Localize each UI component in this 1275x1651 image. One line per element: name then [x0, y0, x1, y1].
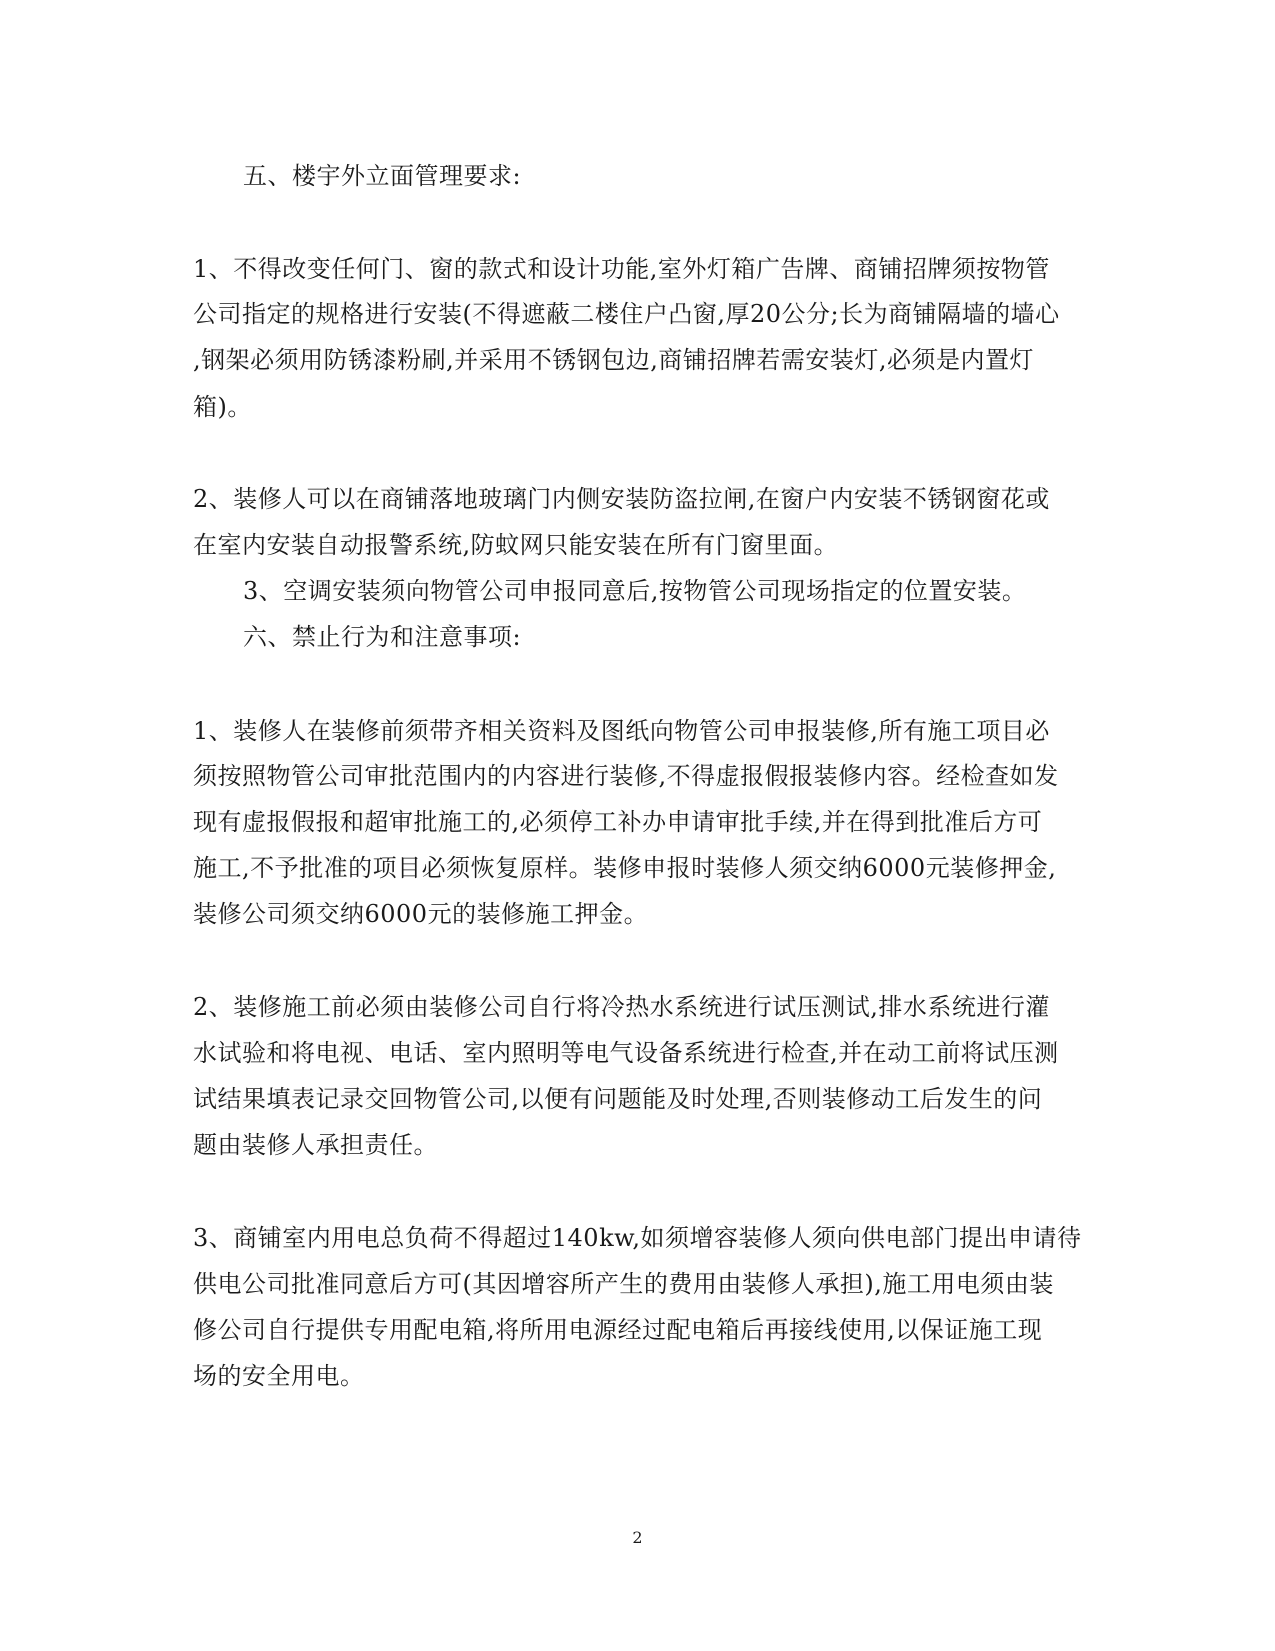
paragraph-line: 1、装修人在装修前须带齐相关资料及图纸向物管公司申报装修,所有施工项目必 [193, 717, 1050, 745]
paragraph-line: 供电公司批准同意后方可(其因增容所产生的费用由装修人承担),施工用电须由装 [193, 1270, 1054, 1298]
page-number: 2 [632, 1528, 643, 1547]
paragraph-line: 场的安全用电。 [193, 1362, 365, 1390]
paragraph-line: 施工,不予批准的项目必须恢复原样。装修申报时装修人须交纳6000元装修押金, [193, 854, 1057, 882]
paragraph-line: 须按照物管公司审批范围内的内容进行装修,不得虚报假报装修内容。经检查如发 [193, 762, 1059, 790]
paragraph-line: 在室内安装自动报警系统,防蚊网只能安装在所有门窗里面。 [193, 531, 839, 559]
paragraph-line: 2、装修施工前必须由装修公司自行将冷热水系统进行试压测试,排水系统进行灌 [193, 993, 1050, 1021]
paragraph-line-indented: 3、空调安装须向物管公司申报同意后,按物管公司现场指定的位置安装。 [243, 577, 1027, 605]
paragraph-line: 现有虚报假报和超审批施工的,必须停工补办申请审批手续,并在得到批准后方可 [193, 808, 1043, 836]
paragraph-line: 公司指定的规格进行安装(不得遮蔽二楼住户凸窗,厚20公分;长为商铺隔墙的墙心 [193, 300, 1060, 328]
paragraph-line: 2、装修人可以在商铺落地玻璃门内侧安装防盗拉闸,在窗户内安装不锈钢窗花或 [193, 485, 1050, 513]
paragraph-line: 1、不得改变任何门、窗的款式和设计功能,室外灯箱广告牌、商铺招牌须按物管 [193, 255, 1050, 283]
paragraph-line: 水试验和将电视、电话、室内照明等电气设备系统进行检查,并在动工前将试压测 [193, 1039, 1059, 1067]
section-heading-prohibited: 六、禁止行为和注意事项: [243, 623, 522, 651]
paragraph-line: 试结果填表记录交回物管公司,以便有问题能及时处理,否则装修动工后发生的问 [193, 1085, 1043, 1113]
paragraph-line: 箱)。 [193, 393, 252, 421]
paragraph-line: 修公司自行提供专用配电箱,将所用电源经过配电箱后再接线使用,以保证施工现 [193, 1316, 1043, 1344]
paragraph-line: ,钢架必须用防锈漆粉刷,并采用不锈钢包边,商铺招牌若需安装灯,必须是内置灯 [193, 346, 1035, 374]
paragraph-line: 题由装修人承担责任。 [193, 1131, 438, 1159]
paragraph-line: 3、商铺室内用电总负荷不得超过140kw,如须增容装修人须向供电部门提出申请待 [193, 1224, 1082, 1252]
section-heading-facade: 五、楼宇外立面管理要求: [243, 162, 522, 190]
paragraph-line: 装修公司须交纳6000元的装修施工押金。 [193, 900, 649, 928]
